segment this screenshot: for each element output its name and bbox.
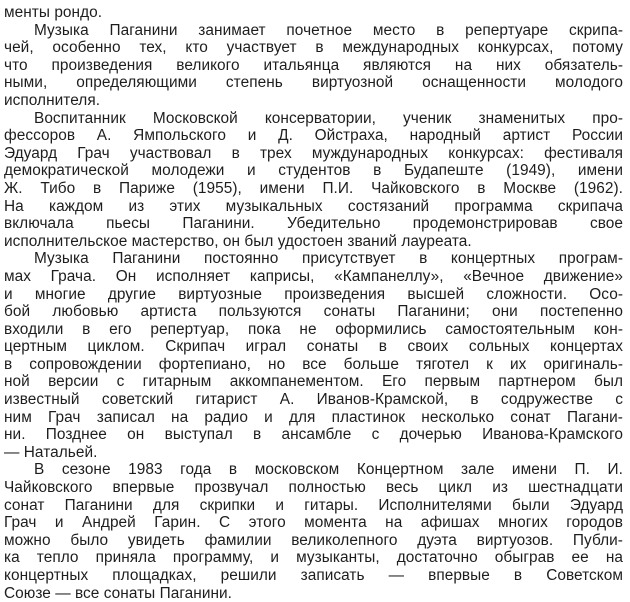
text-line: демократической молодежи и студентов в Будапеште (1949), имени xyxy=(4,162,623,180)
text-line: Музыка Паганини занимает почетное место в репертуаре скрипа- xyxy=(34,21,623,39)
paragraph-1983-season xyxy=(4,461,623,602)
text-line: ни. Позднее он выступал в ансамбле с дочерью Иванова-Крамского xyxy=(4,426,623,444)
text-line: чей, особенно тех, кто участвует в международных конкурсах, потому xyxy=(4,39,623,57)
text-line: известный советский гитарист А. Иванов-Крамской, в содружестве с xyxy=(4,391,623,409)
text-line: фессоров А. Ямпольского и Д. Ойстраха, народный артист России xyxy=(4,127,623,145)
text-line: концертных площадках, решили записать — впервые в Советском xyxy=(4,567,623,584)
text-line: ним Грач записал на радио и для пластинок несколько сонат Пагани- xyxy=(4,408,623,426)
text-line: цертным циклом. Скрипач играл сонаты в своих сольных концертах xyxy=(4,338,623,356)
text-line: мах Грача. Он исполняет каприсы, «Кампанеллу», «Вечное движение» xyxy=(4,267,623,285)
text-line: Ж. Тибо в Париже (1955), имени П.И. Чайковского в Москве (1962). xyxy=(4,179,623,197)
paragraph-concert-programs xyxy=(4,250,623,461)
text-line: Музыка Паганини постоянно присутствует в концертных програм- xyxy=(34,250,623,268)
text-line: ной версии с гитарным аккомпанементом. Его первым партнером был xyxy=(4,373,623,391)
text-line: входили в его репертуар, пока не оформились самостоятельным кон- xyxy=(4,320,623,338)
text-line: На каждом из этих музыкальных состязаний программа скрипача xyxy=(4,197,623,215)
text-line: бой любовью артиста пользуются сонаты Паганини; они постепенно xyxy=(4,303,623,321)
text-line: Союзе — все сонаты Паганини. xyxy=(4,584,232,602)
text-line: В сезоне 1983 года в московском Концертном зале имени П. И. xyxy=(34,461,623,479)
paragraph-grach-biography xyxy=(4,110,623,251)
text-line: в сопровождении фортепиано, но все больше тяготел к их оригиналь- xyxy=(4,355,623,373)
text-line: — Натальей. xyxy=(4,443,98,461)
text-line: менты рондо. xyxy=(4,4,103,21)
text-line: Эдуард Грач участвовал в трех муждународных конкурсах: фестиваля xyxy=(4,144,623,162)
text-line: ными, определяющими степень виртуозной оснащенности молодого xyxy=(4,74,623,92)
text-line: исполнительское мастерство, он был удостоен званий лауреата. xyxy=(4,232,472,250)
text-line: можно было увидеть фамилии великолепного дуэта виртуозов. Публи- xyxy=(4,531,623,549)
text-line: что произведения великого итальянца являются на них обязатель- xyxy=(4,56,623,74)
paragraph-rondo-ending xyxy=(4,4,623,22)
text-line: ка тепло приняла программу, и музыканты, достаточно обыграв ее на xyxy=(4,549,623,567)
text-line: Грач и Андрей Гарин. С этого момента на афишах многих городов xyxy=(4,514,623,532)
text-line: Чайковского впервые прозвучал полностью весь цикл из шестнадцати xyxy=(4,479,623,497)
paragraph-paganini-repertoire xyxy=(4,22,623,110)
text-line: включала пьесы Паганини. Убедительно продемонстрировав свое xyxy=(4,215,623,233)
text-line: Воспитанник Московской консерватории, ученик знаменитых про- xyxy=(34,109,623,127)
text-line: сонат Паганини для скрипки и гитары. Исполнителями были Эдуард xyxy=(4,496,623,514)
text-line: исполнителя. xyxy=(4,91,101,109)
text-line: и многие другие виртуозные произведения высшей сложности. Осо- xyxy=(4,285,623,303)
